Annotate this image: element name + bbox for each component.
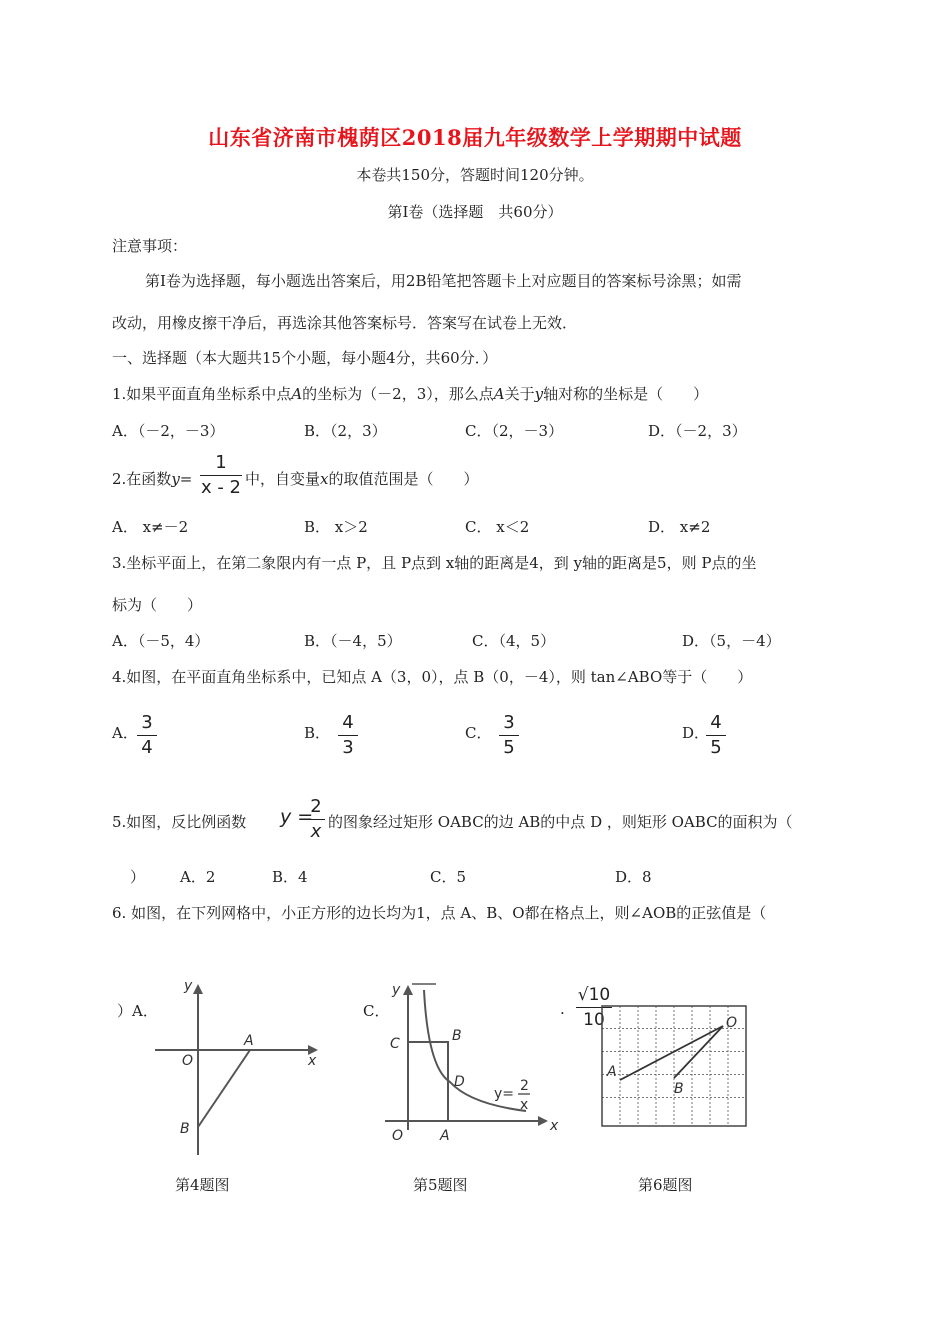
notice-label: 注意事项： <box>112 237 188 255</box>
fig6-label-b: B <box>674 1081 684 1097</box>
q4-option-b-label: B． <box>304 724 331 742</box>
q6-sqrt-fraction: √10 10 <box>577 985 611 1030</box>
q2-option-a: A． x≠－2 <box>112 518 189 536</box>
fig5-x-arrow-icon <box>538 1116 548 1126</box>
fig5-label-y: y <box>392 982 401 998</box>
q5-fraction: 2 x <box>307 796 325 843</box>
fig4-label-o: O <box>182 1053 194 1069</box>
q2-option-d: D． x≠2 <box>648 518 711 536</box>
fig6-label-a: A <box>607 1064 617 1080</box>
q5-y-label: y = <box>280 806 314 828</box>
figure-4-caption: 第4题图 <box>175 1176 230 1194</box>
fig4-label-b: B <box>180 1121 190 1137</box>
fig4-label-y: y <box>184 978 193 994</box>
page-title: 山东省济南市槐荫区2018届九年级数学上学期期中试题 <box>208 125 742 150</box>
question-6: 6. 如图，在下列网格中，小正方形的边长均为1，点 A、B、O都在格点上，则∠AOB的正弦值是（ <box>112 904 767 922</box>
figure-5-diagram <box>380 978 565 1150</box>
q3-option-d: D．（5，－4） <box>682 632 781 650</box>
notice-line-2: 改动，用橡皮擦干净后，再选涂其他答案标号．答案写在试卷上无效． <box>112 314 578 332</box>
subtitle: 本卷共150分，答题时间120分钟。 <box>356 166 594 184</box>
q5-option-c: C．5 <box>430 868 467 886</box>
q1-option-c: C．（2，－3） <box>465 422 564 440</box>
fig4-label-a: A <box>244 1033 254 1049</box>
figure-5-caption: 第5题图 <box>413 1176 468 1194</box>
fig4-segment-ab <box>198 1050 250 1127</box>
q6-option-c-label: C． <box>363 1002 390 1020</box>
question-3-line-2: 标为（ ） <box>112 596 203 614</box>
q6-dot: . <box>560 1000 565 1018</box>
notice-line-1: 第Ⅰ卷为选择题，每小题选出答案后，用2B铅笔把答题卡上对应题目的答案标号涂黑；如需 <box>145 272 742 290</box>
q5-text: 的图象经过矩形 OABC的边 AB的中点 D ，则矩形 OABC的面积为（ <box>328 813 793 831</box>
q4-option-d-label: D． <box>682 724 710 742</box>
q3-option-b: B．（－4，5） <box>304 632 402 650</box>
q5-option-a: A．2 <box>180 868 216 886</box>
part-heading: 一、选择题（本大题共15个小题，每小题4分，共60分．） <box>112 349 498 367</box>
fig5-label-d: D <box>454 1074 465 1090</box>
q1-option-d: D．（－2，3） <box>648 422 747 440</box>
question-1: 1.如果平面直角坐标系中点A的坐标为（－2，3），那么点A关于y轴对称的坐标是（ ） <box>112 385 709 403</box>
q5-prefix: 5.如图，反比例函数 <box>112 813 247 831</box>
fig5-label-o: O <box>392 1128 404 1144</box>
q1-option-b: B．（2，3） <box>304 422 387 440</box>
figure-6-caption: 第6题图 <box>638 1176 693 1194</box>
fig5-eq-num: 2 <box>520 1078 529 1094</box>
q4-option-c-fraction: 3 5 <box>499 712 519 759</box>
figure-6-diagram <box>598 1005 753 1130</box>
q2-text: 中，自变量x的取值范围是（ ） <box>245 470 479 488</box>
fig5-y-arrow-icon <box>403 985 413 995</box>
q3-option-c: C．（4，5） <box>472 632 556 650</box>
fig4-label-x: x <box>308 1053 317 1069</box>
question-4: 4.如图，在平面直角坐标系中，已知点 A（3，0），点 B（0，－4），则 tan∠ABO等于（ ） <box>112 668 753 686</box>
fig6-grid-lines <box>602 1006 746 1126</box>
q4-option-a-fraction: 3 4 <box>137 712 157 759</box>
q2-option-b: B． x＞2 <box>304 518 368 536</box>
section-heading: 第Ⅰ卷（选择题 共60分） <box>387 203 563 221</box>
q6-option-a-label: ）A． <box>117 1002 158 1020</box>
fig4-y-arrow-icon <box>193 984 203 994</box>
fig5-label-b: B <box>452 1028 462 1044</box>
fig6-label-o: O <box>726 1015 738 1031</box>
q4-option-c-label: C． <box>465 724 492 742</box>
fig5-eq-den: x <box>520 1097 529 1113</box>
q4-option-d-fraction: 4 5 <box>706 712 726 759</box>
fig5-label-x: x <box>550 1118 559 1134</box>
question-3-line-1: 3.坐标平面上，在第二象限内有一点 P，且 P点到 x轴的距离是4，到 y轴的距离是5，则 P点的坐 <box>112 554 757 572</box>
q5-close-paren: ） <box>130 868 146 886</box>
q4-option-b-fraction: 4 3 <box>338 712 358 759</box>
q1-option-a: A．（－2，－3） <box>112 422 225 440</box>
q2-fraction: 1 x - 2 <box>200 452 242 498</box>
fig5-rectangle <box>408 1042 448 1121</box>
q3-option-a: A．（－5，4） <box>112 632 210 650</box>
q5-option-b: B．4 <box>272 868 308 886</box>
fig5-label-c: C <box>390 1036 400 1052</box>
figure-4-diagram <box>150 975 330 1165</box>
fig6-triangle-aob <box>620 1026 723 1080</box>
fig5-eq-label: y= <box>494 1086 515 1102</box>
q5-option-d: D．8 <box>615 868 652 886</box>
q2-prefix: 2.在函数y= <box>112 470 193 488</box>
q2-option-c: C． x＜2 <box>465 518 530 536</box>
q4-option-a-label: A． <box>112 724 138 742</box>
fig5-label-a: A <box>440 1128 450 1144</box>
